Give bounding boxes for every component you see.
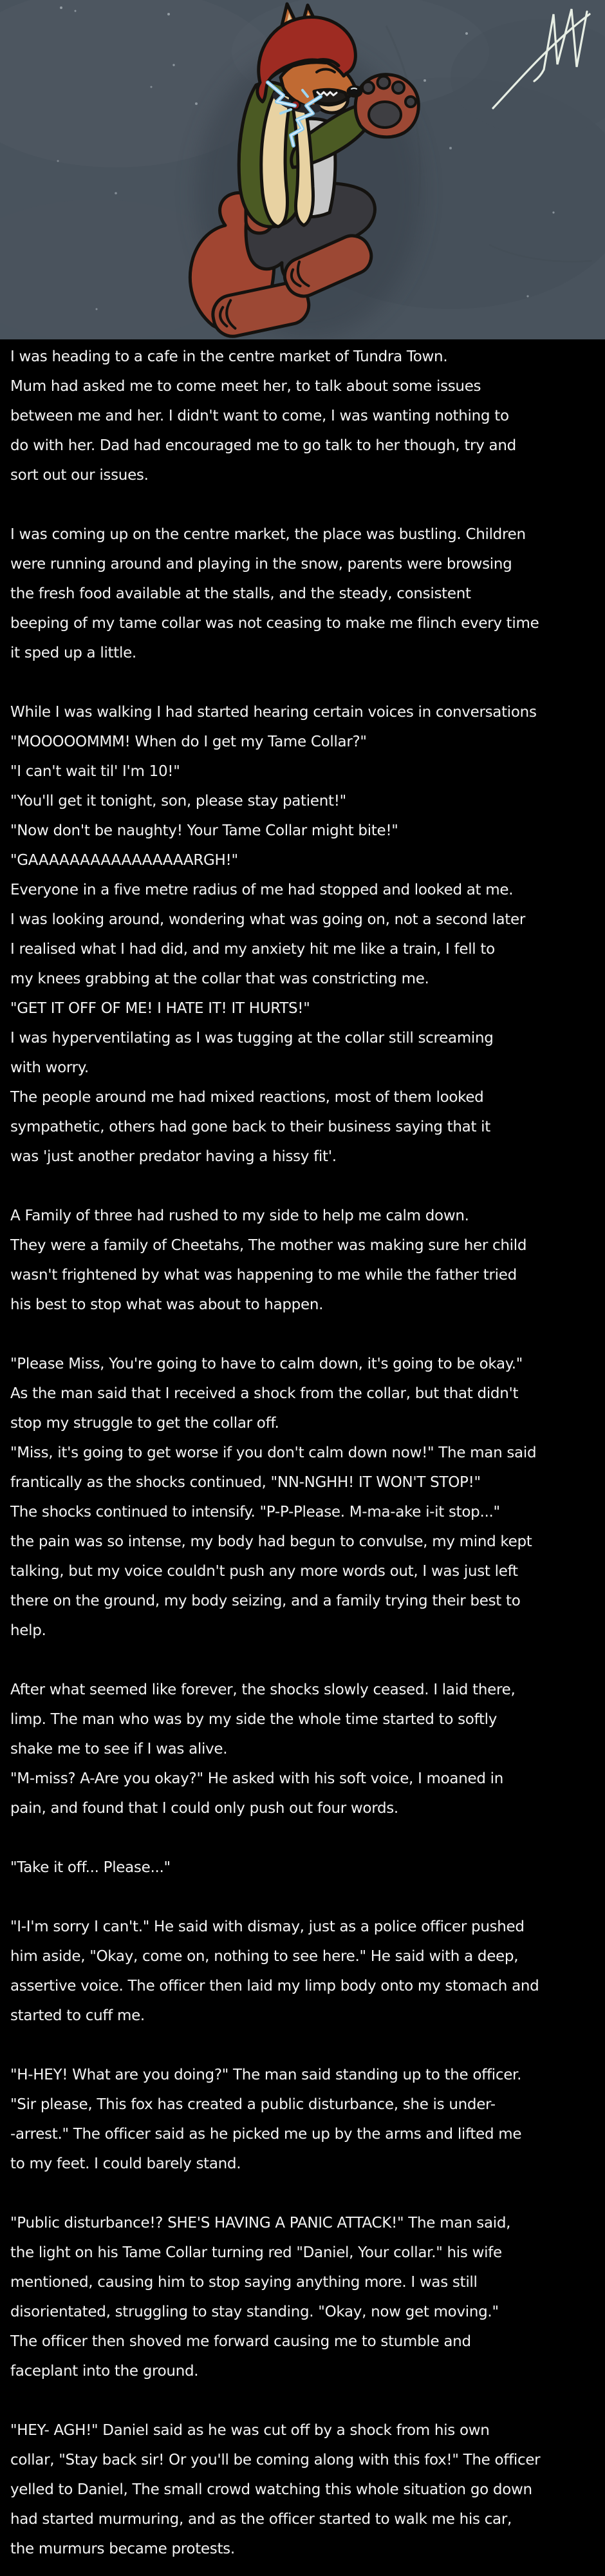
fox-character-illustration [0, 0, 605, 339]
story-line: "GAAAAAAAAAAAAAAAARGH!" [10, 852, 238, 869]
fox-paw [355, 75, 418, 137]
story-line: A Family of three had rushed to my side to help me calm down. [10, 1208, 469, 1224]
story-line: yelled to Daniel, The small crowd watching this whole situation go down [10, 2481, 532, 2498]
story-paragraph [10, 2416, 600, 2564]
story-line: While I was walking I had started hearing certain voices in conversations [10, 704, 537, 721]
story-line: I was looking around, wondering what was going on, not a second later [10, 911, 526, 928]
story-paragraph [10, 520, 600, 668]
story-line: started to cuff me. [10, 2007, 145, 2024]
story-line: him aside, "Okay, come on, nothing to see here." He said with a deep, [10, 1948, 519, 1965]
story-line: it sped up a little. [10, 645, 136, 661]
story-line: "H-HEY! What are you doing?" The man said standing up to the officer. [10, 2067, 522, 2083]
story-line: "Miss, it's going to get worse if you don't calm down now!" The man said [10, 1444, 537, 1461]
story-line: frantically as the shocks continued, "NN-NGHH! IT WON'T STOP!" [10, 1474, 481, 1491]
story-line: disorientated, struggling to stay standing. "Okay, now get moving." [10, 2304, 499, 2320]
story-line: there on the ground, my body seizing, and a family trying their best to [10, 1593, 521, 1609]
story-line: his best to stop what was about to happen. [10, 1296, 324, 1313]
story-paragraph [10, 1675, 600, 1823]
story-line: was 'just another predator having a hissy fit'. [10, 1148, 337, 1165]
story-line: After what seemed like forever, the shocks slowly ceased. I laid there, [10, 1681, 516, 1698]
story-line: the murmurs became protests. [10, 2541, 235, 2557]
story-line: talking, but my voice couldn't push any more words out, I was just left [10, 1563, 518, 1580]
story-line: limp. The man who was by my side the whole time started to softly [10, 1711, 498, 1728]
story-line: "I-I'm sorry I can't." He said with dismay, just as a police officer pushed [10, 1918, 525, 1935]
story-line: the fresh food available at the stalls, and the steady, consistent [10, 585, 471, 602]
story-line: "Public disturbance!? SHE'S HAVING A PANIC ATTACK!" The man said, [10, 2215, 511, 2231]
story-line: "You'll get it tonight, son, please stay patient!" [10, 793, 346, 810]
story-line: They were a family of Cheetahs, The mother was making sure her child [10, 1237, 527, 1254]
story-line: "MOOOOOMMM! When do I get my Tame Collar?" [10, 734, 367, 750]
story-line: stop my struggle to get the collar off. [10, 1415, 279, 1432]
story-line: I was hyperventilating as I was tugging at the collar still screaming [10, 1030, 494, 1046]
story-line: wasn't frightened by what was happening to me while the father tried [10, 1267, 517, 1283]
story-line: The officer then shoved me forward causing me to stumble and [10, 2333, 471, 2350]
story-paragraph [10, 342, 600, 490]
story-line: had started murmuring, and as the officer started to walk me his car, [10, 2511, 512, 2528]
story-paragraph [10, 2060, 600, 2179]
story-line: collar, "Stay back sir! Or you'll be coming along with this fox!" The officer [10, 2452, 541, 2468]
story-line: "Take it off... Please..." [10, 1859, 171, 1876]
story-paragraph [10, 697, 600, 1171]
story-line: I realised what I had did, and my anxiety hit me like a train, I fell to [10, 941, 495, 958]
story-line: Everyone in a five metre radius of me had stopped and looked at me. [10, 882, 514, 898]
story-line: assertive voice. The officer then laid my limp body onto my stomach and [10, 1978, 539, 1994]
story-line: "GET IT OFF OF ME! I HATE IT! IT HURTS!" [10, 1000, 310, 1017]
story-line: between me and her. I didn't want to come, I was wanting nothing to [10, 408, 509, 424]
story-line: "M-miss? A-Are you okay?" He asked with his soft voice, I moaned in [10, 1770, 504, 1787]
story-line: with worry. [10, 1059, 89, 1076]
story-paragraph [10, 1853, 600, 1882]
story-line: -arrest." The officer said as he picked me up by the arms and lifted me [10, 2126, 522, 2143]
story-paragraph [10, 1349, 600, 1645]
story-line: "Please Miss, You're going to have to calm down, it's going to be okay." [10, 1356, 523, 1372]
story-line: help. [10, 1622, 46, 1639]
story-text [0, 339, 605, 2576]
story-line: Mum had asked me to come meet her, to talk about some issues [10, 378, 481, 395]
story-line: I was coming up on the centre market, the place was bustling. Children [10, 526, 526, 543]
story-line: the light on his Tame Collar turning red "Daniel, Your collar." his wife [10, 2244, 502, 2261]
story-line: were running around and playing in the snow, parents were browsing [10, 556, 512, 573]
story-line: "Now don't be naughty! Your Tame Collar might bite!" [10, 822, 398, 839]
story-line: "I can't wait til' I'm 10!" [10, 763, 180, 780]
story-paragraph [10, 2208, 600, 2386]
story-line: As the man said that I received a shock from the collar, but that didn't [10, 1385, 519, 1402]
story-paragraph [10, 1912, 600, 2031]
story-line: I was heading to a cafe in the centre market of Tundra Town. [10, 348, 448, 365]
story-line: The shocks continued to intensify. "P-P-Please. M-ma-ake i-it stop..." [10, 1504, 500, 1520]
story-line: beeping of my tame collar was not ceasing to make me flinch every time [10, 615, 539, 632]
story-line: pain, and found that I could only push out four words. [10, 1800, 398, 1817]
story-line: the pain was so intense, my body had begun to convulse, my mind kept [10, 1533, 532, 1550]
story-line: "Sir please, This fox has created a public disturbance, she is under- [10, 2096, 496, 2113]
story-line: sympathetic, others had gone back to their business saying that it [10, 1119, 490, 1135]
story-line: faceplant into the ground. [10, 2363, 199, 2380]
illustration-panel [0, 0, 605, 339]
story-line: The people around me had mixed reactions, most of them looked [10, 1089, 484, 1106]
story-line: do with her. Dad had encouraged me to go talk to her though, try and [10, 437, 516, 454]
story-line: "HEY- AGH!" Daniel said as he was cut off by a shock from his own [10, 2422, 490, 2439]
story-line: my knees grabbing at the collar that was constricting me. [10, 971, 429, 987]
story-line: mentioned, causing him to stop saying anything more. I was still [10, 2274, 478, 2291]
story-line: sort out our issues. [10, 467, 149, 484]
story-paragraph [10, 1201, 600, 1320]
story-line: shake me to see if I was alive. [10, 1741, 228, 1757]
story-line: to my feet. I could barely stand. [10, 2155, 241, 2172]
